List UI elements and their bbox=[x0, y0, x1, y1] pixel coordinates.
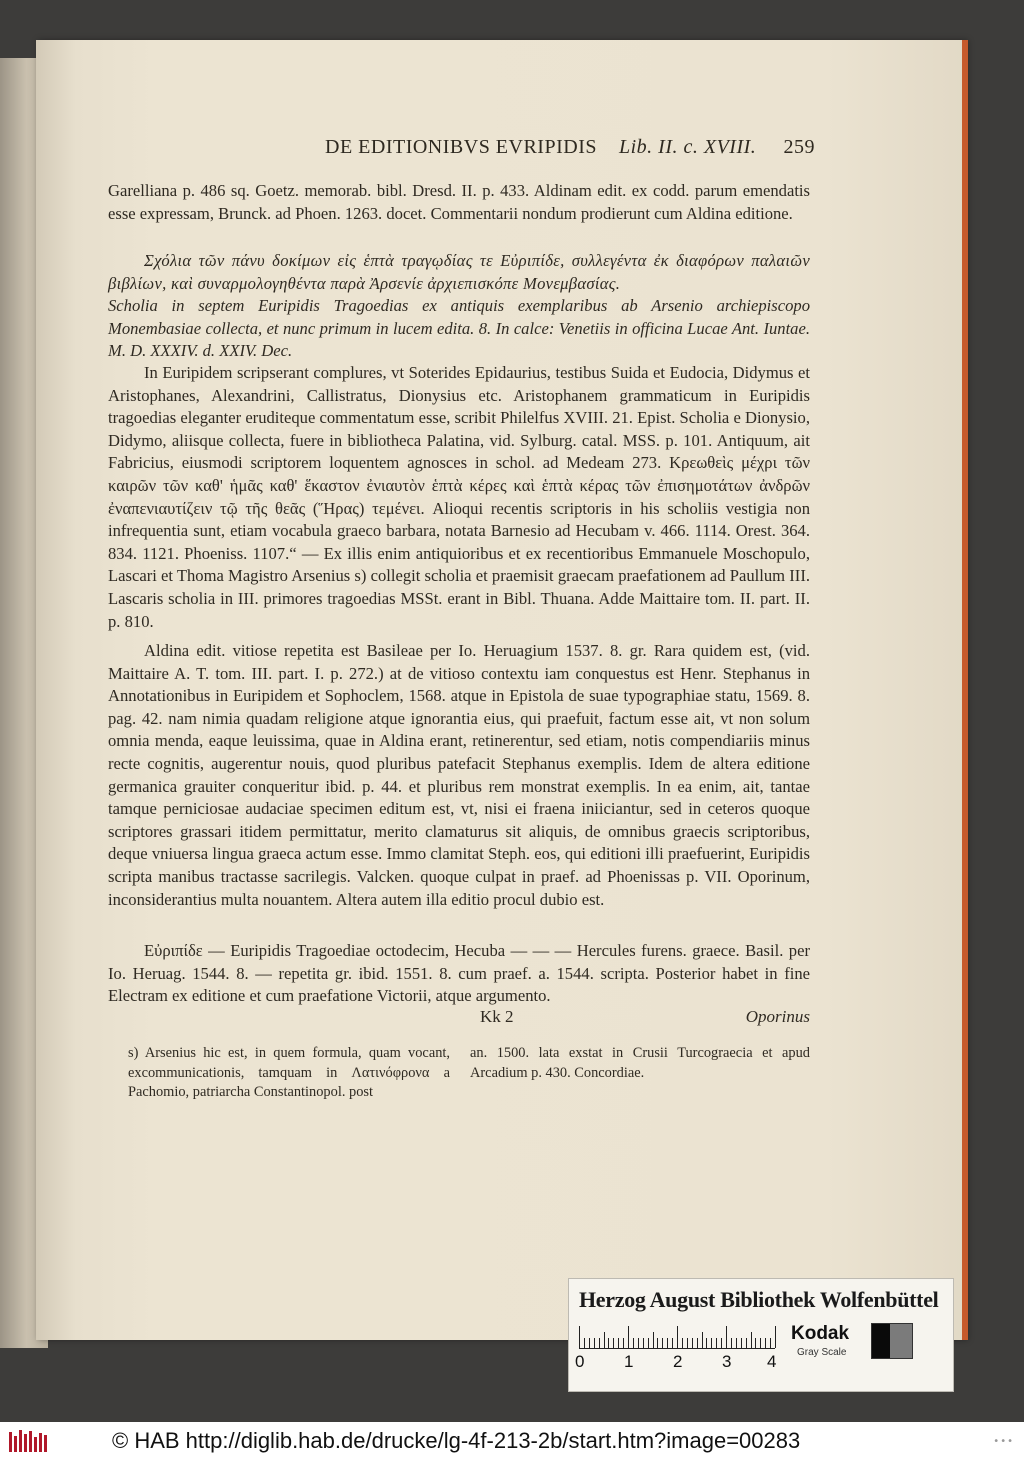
ruler-tick bbox=[579, 1326, 580, 1348]
scale-ruler bbox=[579, 1324, 775, 1349]
footnote-right: an. 1500. lata exstat in Crusii Turcograecia et apud Arcadium p. 430. Concordiae. bbox=[470, 1045, 810, 1081]
ruler-tick bbox=[608, 1338, 609, 1348]
paragraph-3: In Euripidem scripserant complures, vt Soterides Epidaurius, testibus Suida et Eudocia, Didymus et Aristophanes, Alexandrini, Callistratus, Dionysius etc. Aristophanem grammaticum in Euripidis tragoedias eleganter eruditeque commentatum esse, scribit Philelfus XVIII. 21. Epist. Scholia e Dionysio, Didymo, aliisque collecta, fuere in bibliotheca Palatina, vid. Sylburg. catal. MSS. p. 101. Antiquum, ait Fabricius, eiusmodi scriptorem loquentem agnosces in schol. ad Medeam 273. Κρεωθεὶς μέχρι τῶν καιρῶν τῶν καθ' ἡμᾶς καθ' ἕκαστον ἐνιαυτὸν ἑπτὰ κέρες καὶ ἑπτὰ κέρας τῶν ἐπισημοτάτων ἀνδρῶν ἐναπενιαυτίζειν τῷ τῆς θεᾶς (Ἥρας) τεμένει. Alioqui recentis scriptoris in his scholiis vestigia non infrequentia sunt, etiam vocabula graeco barbara, notata Barnesio ad Hecubam v. 466. 1114. Orest. 364. 834. 1121. Phoeniss. 1107.“ — Ex illis enim antiquioribus et ex recentioribus Emmanuele Moschopulo, Lascari et Thoma Magistro Arsenius s) collegit scholia et praemisit graecam praefationem ad Paullum III. Lascaris scholia in III. primores tragoedias MSSt. erant in Bibl. Thuana. Adde Maittaire tom. II. part. II. p. 810. bbox=[108, 363, 810, 631]
kodak-logo bbox=[785, 1323, 869, 1371]
running-head bbox=[325, 136, 815, 159]
ruler-tick bbox=[638, 1338, 639, 1348]
page-number: 259 bbox=[783, 136, 815, 158]
ruler-tick bbox=[667, 1338, 668, 1348]
ruler-tick bbox=[672, 1338, 673, 1348]
commentary-block bbox=[108, 362, 810, 633]
ruler-tick bbox=[697, 1338, 698, 1348]
ruler-tick bbox=[648, 1338, 649, 1348]
catchword: Oporinus bbox=[745, 1007, 810, 1026]
ruler-tick bbox=[706, 1338, 707, 1348]
ruler-tick bbox=[736, 1338, 737, 1348]
running-section: Lib. II. c. XVIII. bbox=[618, 136, 757, 158]
ruler-tick bbox=[613, 1338, 614, 1348]
ruler-tick bbox=[677, 1326, 678, 1348]
signature-mark: Kk 2 bbox=[480, 1007, 514, 1026]
heruag-block bbox=[108, 940, 810, 1008]
ruler-tick bbox=[643, 1338, 644, 1348]
card-title: Herzog August Bibliothek Wolfenbüttel bbox=[579, 1287, 939, 1312]
scale-label: 1 bbox=[624, 1352, 634, 1371]
ruler-tick bbox=[755, 1338, 756, 1348]
ruler-tick bbox=[716, 1338, 717, 1348]
ruler-tick bbox=[662, 1338, 663, 1348]
footer-url[interactable]: © HAB http://diglib.hab.de/drucke/lg-4f-213-2b/start.htm?image=00283 bbox=[112, 1428, 801, 1453]
scale-label: 2 bbox=[673, 1352, 683, 1371]
ruler-tick bbox=[599, 1338, 600, 1348]
ruler-tick bbox=[746, 1338, 747, 1348]
scale-label: 3 bbox=[722, 1352, 732, 1371]
ruler-tick bbox=[657, 1338, 658, 1348]
footer-bar bbox=[0, 1422, 1024, 1462]
scale-label: 4 bbox=[767, 1352, 777, 1371]
ruler-tick bbox=[692, 1338, 693, 1348]
body-text bbox=[108, 180, 810, 225]
running-title: DE EDITIONIBVS EVRIPIDIS bbox=[325, 136, 597, 158]
ruler-tick bbox=[775, 1326, 776, 1348]
ruler-tick bbox=[623, 1338, 624, 1348]
ruler-tick bbox=[760, 1338, 761, 1348]
paragraph-1: Garelliana p. 486 sq. Goetz. memorab. bibl. Dresd. II. p. 433. Aldinam edit. ex codd. parum emendatis esse expressam, Brunck. ad Phoen. 1263. docet. Commentarii nondum prodierunt cum Aldina editione. bbox=[108, 181, 810, 223]
paragraph-2-greek: Σχόλια τῶν πάνυ δοκίμων εἰς ἑπτὰ τραγῳδίας τε Εὐριπίδε, συλλεγέντα ἐκ διαφόρων παλαιῶν βιβλίων, καὶ συναρμολογηθέντα παρὰ Ἀρσενίε ἀρχιεπισκόπε Μονεμβασίας. bbox=[108, 251, 810, 293]
footnote-left: s) Arsenius hic est, in quem formula, quam vocant, excommunicationis, tamquam in Λατινόφρονα a Pachomio, patriarcha Constantinopol. post bbox=[128, 1045, 450, 1101]
kodak-subtitle: Gray Scale bbox=[797, 1347, 847, 1358]
signature-row bbox=[108, 1007, 810, 1029]
paragraph-2-latin: Scholia in septem Euripidis Tragoedias ex antiquis exemplaribus ab Arsenio archiepiscopo Monembasiae collecta, et nunc primum in lucem edita. 8. In calce: Venetiis in officina Lucae Ant. Iuntae. M. D. XXXIV. d. XXIV. Dec. bbox=[108, 296, 810, 361]
gray-scale-patch bbox=[871, 1323, 913, 1359]
scale-label: 0 bbox=[575, 1352, 585, 1371]
ruler-tick bbox=[653, 1332, 654, 1348]
paragraph-5: Εὐριπίδε — Euripidis Tragoediae octodecim, Hecuba — — — Hercules furens. graece. Basil. per Io. Heruag. 1544. 8. — repetita gr. ibid. 1551. 8. cum praef. a. 1544. scripta. Posterior habet in fine Electram ex editione et cum praefatione Victorii, atque argumento. bbox=[108, 941, 810, 1006]
hab-logo-icon bbox=[8, 1428, 50, 1456]
paragraph-4: Aldina edit. vitiose repetita est Basileae per Io. Heruagium 1537. 8. gr. Rara quidem est, (vid. Maittaire A. T. tom. III. part. I. p. 272.) at de vitioso contextu iam conquestus est Henr. Stephanus in Annotationibus in Euripidem et Sophoclem, 1568. atque in Epistola de suae typographiae statu, 1569. 8. pag. 42. nam nimia quadam religione atque ignorantia eius, qui praefuit, factum esse ait, vt non solum omnia menda, eaque leuissima, quae in Aldina erant, retinerentur, sed etiam, notis compendiariis minus recte cognitis, augerentur nouis, quod pluribus patefacit Stephanus exemplis. Idem de altera editione germanica grauiter conqueritur ibid. p. 44. et pluribus rem monstrat exemplis. In ea enim, ait, tantae tamque perniciosae audaciae specimen editum est, vt, nisi ei fraena iniiciantur, sed in ceteros quoque scriptores grassari itidem permittatur, merito clamaturus sit aliquis, de omnibus graecis scriptoribus, deque vniuersa lingua graeca actum esse. Immo clamitat Steph. eos, qui editioni illi praefuerint, Euripidis scripta manibus tractasse sacrilegis. Valcken. quoque culpat in praef. ad Phoenissas p. VII. Oporinum, inconsiderantius multa nouantem. Altera autem illa editio procul dubio est. bbox=[108, 641, 810, 909]
ruler-tick bbox=[687, 1338, 688, 1348]
ruler-tick bbox=[721, 1338, 722, 1348]
ruler-tick bbox=[711, 1338, 712, 1348]
ruler-tick bbox=[731, 1338, 732, 1348]
ruler-tick bbox=[765, 1338, 766, 1348]
ruler-tick bbox=[628, 1326, 629, 1348]
page-right-edge bbox=[962, 40, 968, 1340]
ruler-tick bbox=[702, 1332, 703, 1348]
basileae-block bbox=[108, 640, 810, 911]
ruler-tick bbox=[604, 1332, 605, 1348]
ruler-tick bbox=[770, 1338, 771, 1348]
ruler-tick bbox=[751, 1332, 752, 1348]
ruler-tick bbox=[682, 1338, 683, 1348]
ruler-tick bbox=[618, 1338, 619, 1348]
ruler-tick bbox=[589, 1338, 590, 1348]
kodak-brand: Kodak bbox=[791, 1323, 850, 1344]
ruler-tick bbox=[584, 1338, 585, 1348]
scholia-entry bbox=[108, 250, 810, 363]
ruler-tick bbox=[633, 1338, 634, 1348]
ruler-tick bbox=[726, 1326, 727, 1348]
ruler-tick bbox=[741, 1338, 742, 1348]
ruler-tick bbox=[594, 1338, 595, 1348]
footer-dots: ••• bbox=[993, 1436, 1014, 1447]
color-calibration-card bbox=[568, 1278, 954, 1392]
